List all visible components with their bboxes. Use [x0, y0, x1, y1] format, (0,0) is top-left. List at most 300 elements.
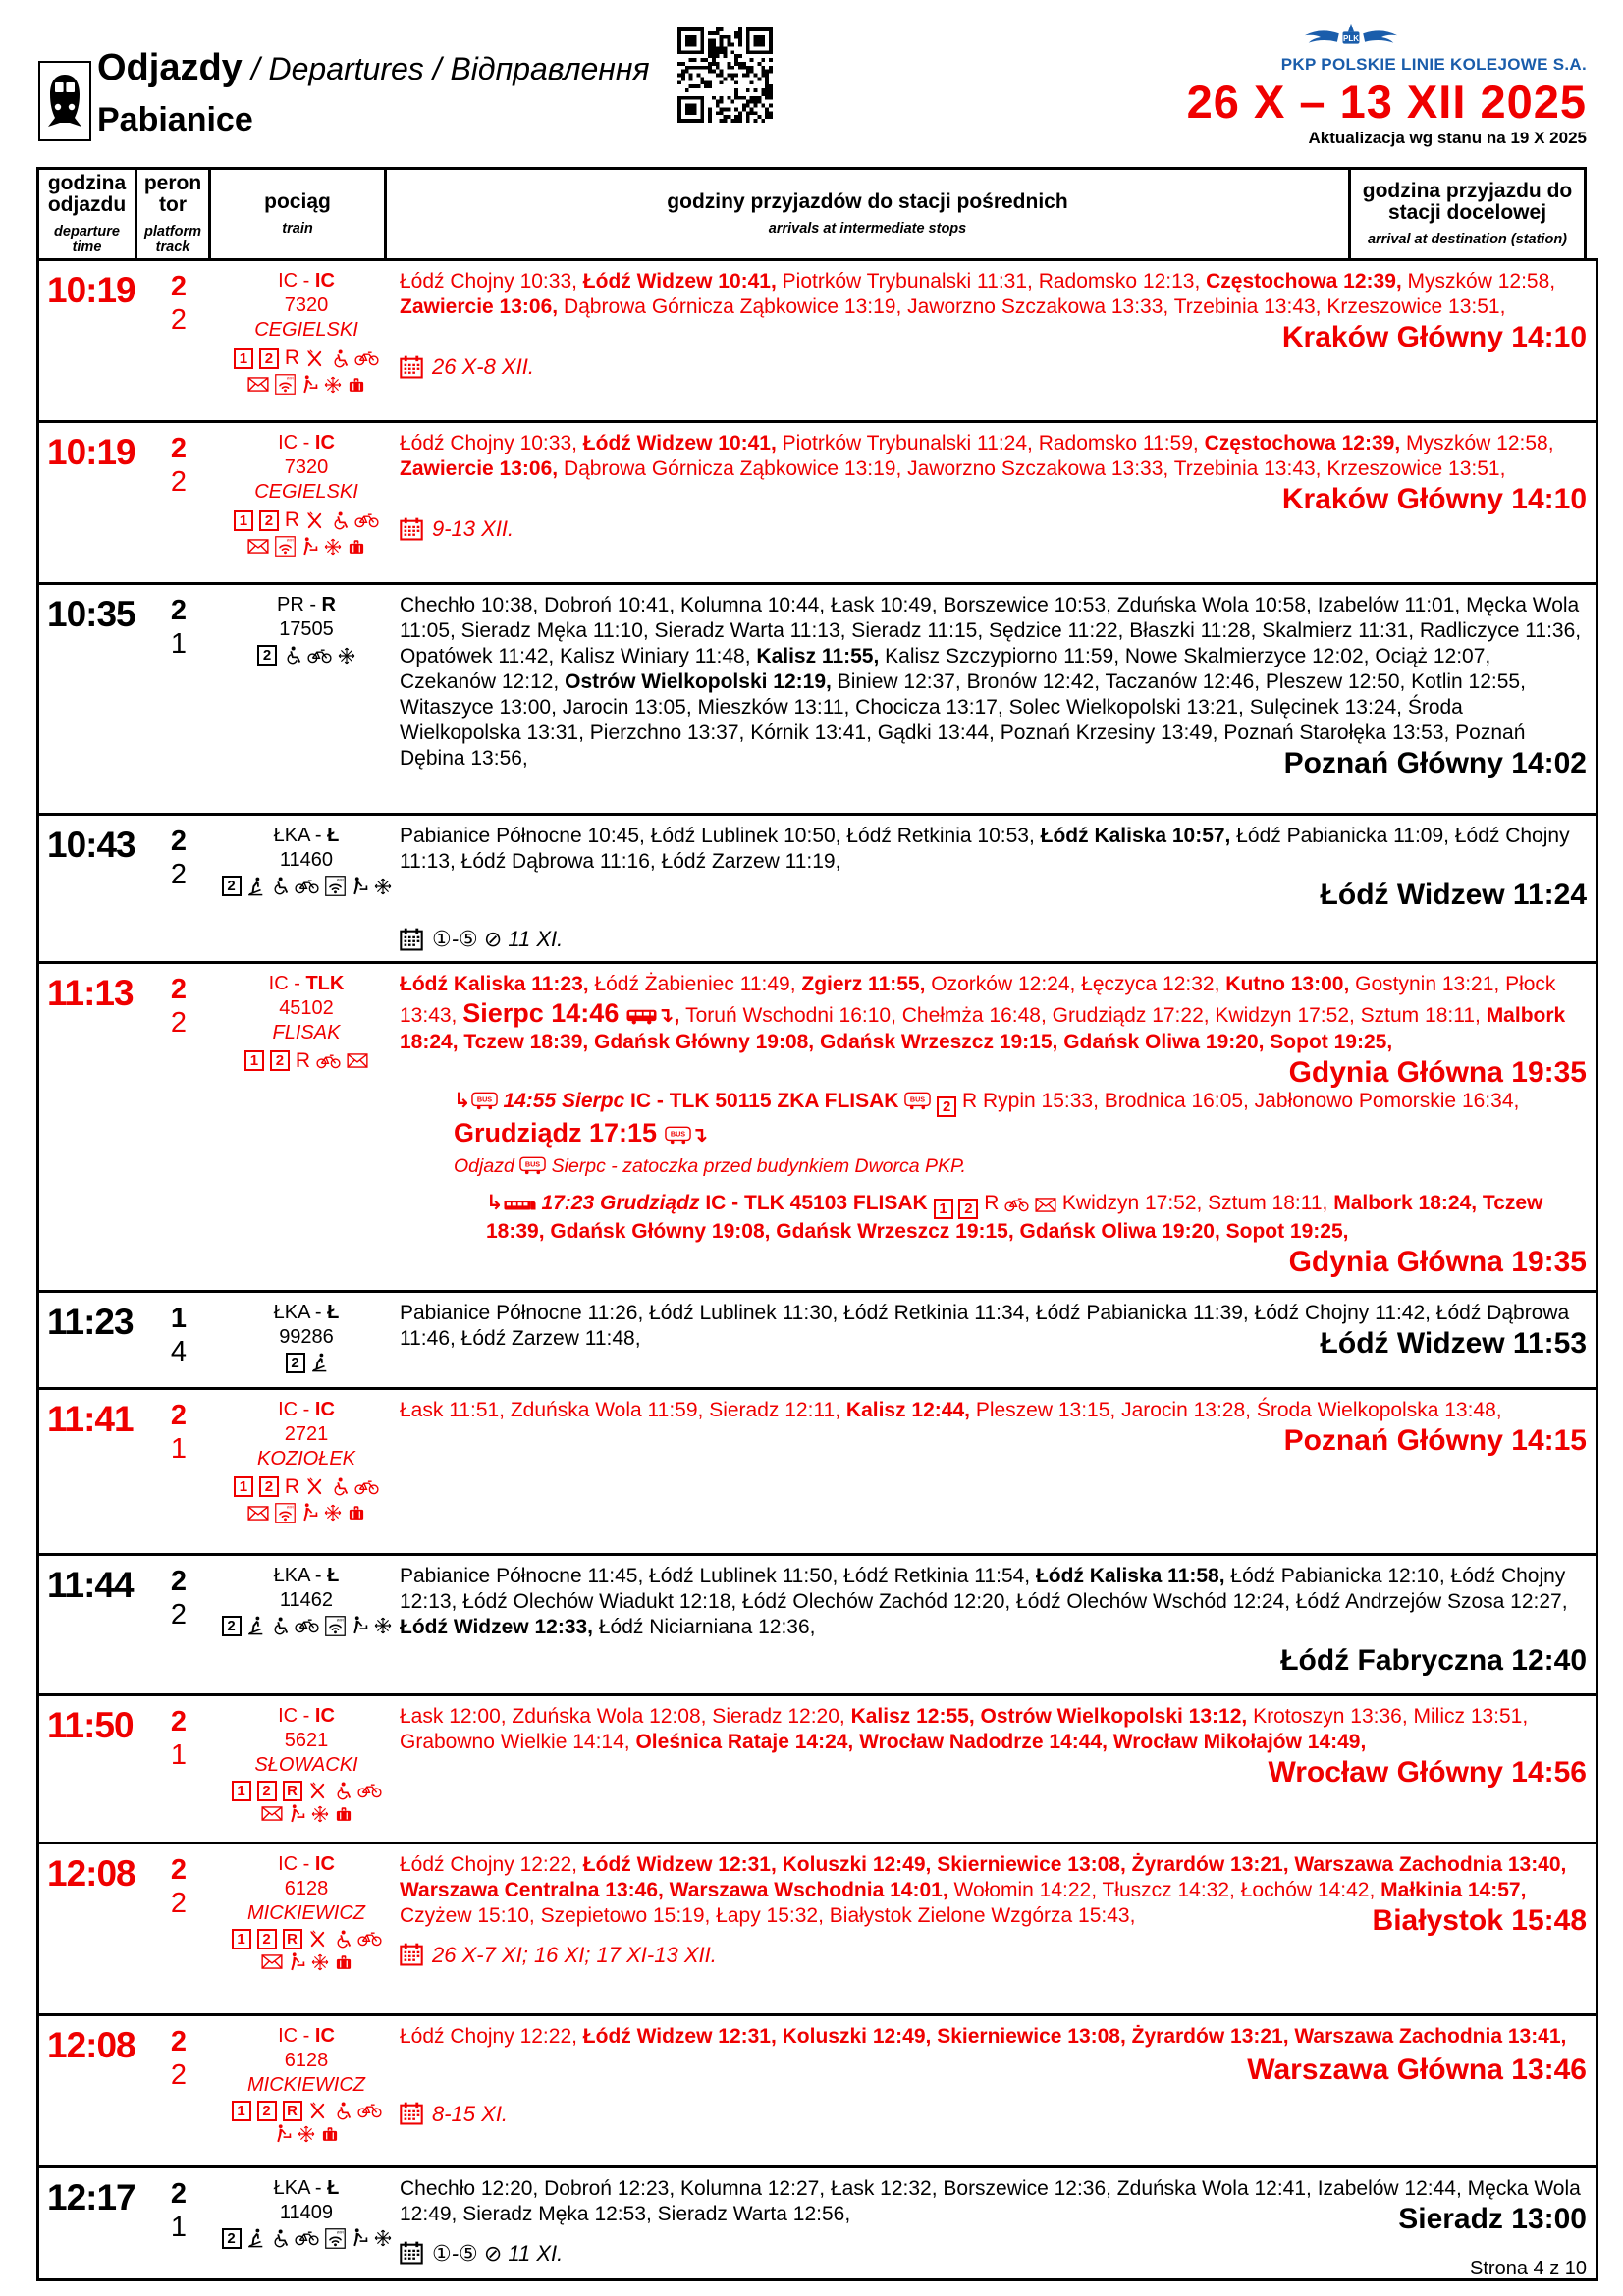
train-category: ŁKA - Ł: [273, 2176, 340, 2199]
class1-icon: 1: [232, 2101, 251, 2121]
class1-icon: 1: [244, 1050, 264, 1071]
svg-text:WiFi: WiFi: [336, 878, 344, 882]
baby-changing-icon: [289, 1952, 305, 1972]
platform-number: 2: [170, 1399, 188, 1431]
wheelchair-icon: [333, 1930, 352, 1949]
route-segment: Łódź Niciarniana 12:36,: [598, 1615, 816, 1638]
wifi-icon: [275, 536, 296, 557]
dining-icon: [308, 2102, 327, 2120]
mail-icon: [1035, 1198, 1056, 1212]
platform-track: [140, 423, 217, 582]
route-segment: ↳: [454, 1090, 471, 1113]
train-amenities: [221, 1616, 392, 1636]
train-number: 45102: [279, 996, 334, 1019]
route-segment: ↴: [690, 1124, 709, 1148]
track-number: 2: [170, 466, 188, 499]
bus-icon: [519, 1156, 546, 1175]
air-conditioning-icon: [298, 2125, 315, 2143]
route-cell: [396, 1844, 1596, 2013]
route-segment: Toruń Wschodni 16:10, Chełmża 16:48, Grudziądz 17:22, Kwidzyn 17:52, Sztum 18:11,: [685, 1003, 1487, 1027]
route-stops: [400, 431, 1587, 516]
departure-time: 11:41: [47, 1398, 134, 1439]
train-category: IC - IC: [278, 1704, 335, 1727]
connection-info: [486, 1191, 1587, 1278]
departure-time: 10:43: [47, 825, 135, 865]
route-segment: Dąbrowa Górnicza Ząbkowice 13:19, Jaworzno Szczakowa 13:33, Trzebinia 13:43, Krzeszowice 13:51,: [563, 457, 1506, 481]
platform-number: 2: [170, 595, 188, 626]
bus-solid-icon: [626, 1009, 657, 1025]
calendar-note: [400, 515, 1587, 542]
class1-icon: 1: [232, 1929, 251, 1949]
reservation-icon: R: [283, 1929, 302, 1949]
departure-time: 12:17: [47, 2176, 135, 2217]
route-stops: [400, 972, 1587, 1090]
route-segment: Łódź Widzew 10:41,: [582, 432, 783, 454]
route-cell: [396, 261, 1596, 420]
wheelchair-icon: [330, 349, 349, 368]
calendar-icon: [400, 2241, 423, 2265]
calendar-note: [400, 926, 1587, 952]
track-number: 2: [170, 1598, 188, 1630]
boarding-assistance-icon: [247, 2228, 264, 2248]
baby-changing-icon: [301, 1503, 318, 1522]
calendar-text: 26 X-7 XI; 16 XI; 17 XI-13 XII.: [432, 1942, 717, 1967]
calendar-note: [400, 2240, 1587, 2267]
departure-time: 11:44: [47, 1564, 134, 1605]
calendar-icon: [400, 1943, 423, 1966]
luggage-icon: [335, 1805, 352, 1823]
boarding-assistance-icon: [311, 1353, 328, 1372]
route-stops: [400, 593, 1587, 780]
route-segment: Łódź Widzew 12:33,: [400, 1615, 599, 1638]
bicycle-icon: [357, 1783, 382, 1798]
col-header-train: pociąg train: [208, 167, 387, 261]
train-number: 11460: [279, 849, 334, 871]
route-segment: Zawiercie 13:06,: [400, 295, 564, 319]
route-segment: Kutno 13:00,: [1225, 972, 1356, 995]
route-stops: [400, 824, 1587, 875]
destination: Sieradz 13:00: [1398, 2202, 1587, 2235]
mail-icon: [347, 1053, 368, 1068]
route-segment: R Rypin 15:33, Brodnica 16:05, Jabłonowo Pomorskie 16:34,: [956, 1090, 1520, 1113]
timetable-row: [36, 961, 1598, 1293]
svg-text:PLK: PLK: [1343, 33, 1359, 43]
class2-icon: 2: [222, 876, 242, 896]
dining-icon: [305, 349, 324, 368]
train-info: [217, 1696, 396, 1842]
dining-icon: [308, 1930, 327, 1949]
route-segment: Łódź Kaliska 10:57,: [1040, 825, 1237, 847]
luggage-icon: [335, 1953, 352, 1971]
platform-track: [140, 816, 217, 961]
calendar-note: [400, 2101, 1587, 2127]
destination: Kraków Główny 14:10: [1281, 483, 1587, 516]
train-icon: [45, 71, 84, 132]
train-category: IC - IC: [278, 1852, 335, 1875]
platform-number: 2: [170, 433, 188, 464]
class2-icon: 2: [937, 1096, 956, 1117]
class2-icon: 2: [270, 1050, 290, 1071]
wheelchair-icon: [330, 1477, 349, 1496]
route-segment: Grudziądz 17:15: [454, 1118, 665, 1148]
qr-code: [677, 27, 773, 123]
baby-changing-icon: [275, 2124, 292, 2144]
class1-icon: 1: [234, 1476, 253, 1497]
route-cell: [396, 423, 1596, 582]
class2-icon: 2: [257, 1781, 277, 1801]
bus-icon: [904, 1092, 931, 1110]
train-category: ŁKA - Ł: [273, 1564, 340, 1586]
operator-name: PKP POLSKIE LINIE KOLEJOWE S.A.: [1280, 55, 1587, 74]
train-category: IC - IC: [278, 270, 335, 292]
train-amenities: [221, 1353, 392, 1373]
platform-track: [140, 2168, 217, 2278]
wifi-icon: [275, 1503, 296, 1523]
route-segment: Łódź Widzew 12:31, Koluszki 12:49, Skierniewice 13:08, Żyrardów 13:21, Warszawa Zachodnia 13:41,: [582, 2024, 1567, 2048]
departure-time: 10:19: [47, 270, 135, 310]
wheelchair-icon: [270, 1617, 289, 1635]
air-conditioning-icon: [324, 538, 342, 556]
validity-period: 26 X – 13 XII 2025: [1186, 76, 1587, 128]
route-segment: Łódź Kaliska 11:58,: [1035, 1564, 1231, 1587]
col-header-platform: peron tor platform track: [135, 167, 211, 261]
platform-number: 2: [170, 2025, 188, 2057]
timetable-row: [36, 1693, 1598, 1844]
air-conditioning-icon: [374, 2229, 392, 2247]
route-segment: Łódź Chojny 10:33,: [400, 270, 583, 293]
timetable-row: [36, 813, 1598, 964]
route-stops: [400, 1301, 1587, 1360]
platform-track: [140, 1556, 217, 1693]
luggage-icon: [348, 1504, 365, 1522]
baby-changing-icon: [301, 537, 318, 557]
svg-text:WiFi: WiFi: [286, 376, 294, 381]
train-name: CEGIELSKI: [254, 481, 358, 503]
track-number: 2: [170, 2058, 188, 2091]
route-segment: Pabianice Północne 11:45, Łódź Lublinek 11:50, Łódź Retkinia 11:54,: [400, 1564, 1036, 1587]
bicycle-icon: [1004, 1197, 1029, 1212]
bus-icon: [471, 1092, 498, 1110]
calendar-icon: [400, 517, 423, 541]
calendar-text: 26 X-8 XII.: [432, 354, 534, 380]
train-number: 11409: [279, 2201, 334, 2223]
route-segment: Łódź Chojny 10:33,: [400, 432, 583, 454]
train-number: 7320: [284, 294, 329, 316]
train-name: FLISAK: [272, 1021, 341, 1043]
route-cell: [396, 1293, 1596, 1387]
route-note: [454, 1154, 1587, 1178]
platform-number: 2: [170, 1565, 188, 1597]
timetable-row: [36, 2013, 1598, 2168]
train-name: KOZIOŁEK: [256, 1447, 356, 1469]
route-segment: Częstochowa 12:39,: [1204, 432, 1406, 454]
class1-icon: 1: [234, 510, 253, 531]
wheelchair-icon: [333, 1782, 352, 1800]
luggage-icon: [348, 538, 365, 556]
bicycle-icon: [295, 879, 319, 894]
departure-time: 11:23: [47, 1301, 134, 1342]
route-stops: [400, 1398, 1587, 1457]
train-amenities: [221, 2101, 392, 2144]
track-number: 1: [170, 628, 188, 661]
train-number: 6128: [284, 2049, 329, 2071]
route-segment: Częstochowa 12:39,: [1206, 270, 1408, 293]
train-number: 17505: [279, 618, 334, 640]
train-info: [217, 964, 396, 1290]
reservation-icon: R: [283, 1781, 302, 1801]
train-name: CEGIELSKI: [254, 319, 358, 341]
wifi-icon: [325, 2228, 346, 2249]
baby-changing-icon: [352, 2228, 368, 2248]
route-stops: [400, 269, 1587, 354]
train-amenities: [221, 645, 392, 666]
track-number: 4: [170, 1335, 188, 1367]
baby-changing-icon: [352, 1616, 368, 1635]
route-segment: IC - TLK 45103 FLISAK: [705, 1191, 934, 1214]
class1-icon: 1: [934, 1199, 953, 1219]
track-number: 2: [170, 859, 188, 891]
track-number: 2: [170, 1006, 188, 1039]
platform-track: [140, 1293, 217, 1387]
departure-time: 10:19: [47, 432, 135, 472]
timetable-row: [36, 2165, 1598, 2281]
dining-icon: [305, 1477, 324, 1496]
train-name: MICKIEWICZ: [247, 2073, 365, 2096]
platform-track: [140, 1390, 217, 1553]
bicycle-icon: [316, 1053, 341, 1069]
platform-track: [140, 964, 217, 1290]
train-name: SŁOWACKI: [254, 1753, 358, 1776]
wifi-icon: [325, 876, 346, 896]
timetable: [36, 167, 1598, 2281]
luggage-icon: [348, 376, 365, 394]
baby-changing-icon: [301, 375, 318, 395]
route-segment: Łódź Widzew 12:31, Koluszki 12:49, Skierniewice 13:08, Żyrardów 13:21, Warszawa Zachodnia 13:40, Warszawa Centralna 13:46, Warszawa Wschodnia 14:01,: [400, 1852, 1567, 1901]
route-segment: Krotoszyn 13:36, Milicz 13:51, Grabowno Wielkie 14:14,: [400, 1704, 1529, 1753]
destination: Kraków Główny 14:10: [1281, 321, 1587, 354]
bicycle-icon: [354, 350, 379, 366]
class2-icon: 2: [259, 510, 279, 531]
class2-icon: 2: [222, 1616, 242, 1636]
route-segment: Dąbrowa Górnicza Ząbkowice 13:19, Jaworzno Szczakowa 13:33, Trzebinia 13:43, Krzeszowice 13:51,: [563, 295, 1506, 319]
timetable-row: [36, 420, 1598, 585]
calendar-icon: [400, 928, 423, 951]
route-segment: Łask 12:00, Zduńska Wola 12:08, Sieradz 12:20,: [400, 1704, 851, 1728]
route-segment: Chechło 10:38, Dobroń 10:41, Kolumna 10:44, Łask 10:49, Borszewice 10:53, Zduńska Wola 10:58, Izabelów 11:01, Męcka Wola 11:05, Sieradz Męka 11:10, Sieradz Warta 11:13, Sieradz 11:15, Sędzice 11:22, Błaszki 11:28, Skalmierz 11:31, Radliczyce 11:36, Opatówek 11:42, Kalisz Winiary 11:48,: [400, 594, 1582, 668]
destination: Łódź Fabryczna 12:40: [1280, 1643, 1587, 1677]
wifi-icon: [325, 1616, 346, 1636]
calendar-text: ①-⑤ ⊘ 11 XI.: [432, 2240, 564, 2266]
route-stops: [400, 1852, 1587, 1937]
train-info: [217, 1390, 396, 1553]
svg-text:WiFi: WiFi: [286, 1505, 294, 1510]
dining-icon: [305, 511, 324, 530]
departure-time: 11:13: [47, 972, 134, 1013]
train-info: [217, 2016, 396, 2165]
route-stops: [400, 2176, 1587, 2235]
train-amenities: [221, 507, 392, 557]
timetable-row: [36, 1553, 1598, 1696]
calendar-icon: [400, 2102, 423, 2125]
mail-icon: [247, 377, 269, 392]
svg-text:WiFi: WiFi: [286, 538, 294, 543]
table-header: [36, 167, 1598, 261]
calendar-note: [400, 353, 1587, 380]
route-segment: Łódź Żabieniec 11:49,: [594, 972, 802, 995]
reservation-icon: R: [284, 347, 300, 369]
svg-text:BUS: BUS: [476, 1095, 492, 1104]
platform-number: 2: [170, 1705, 188, 1737]
svg-text:BUS: BUS: [910, 1095, 926, 1104]
route-stops: [400, 2024, 1587, 2050]
platform-track: [140, 1696, 217, 1842]
calendar-icon: [400, 355, 423, 379]
departure-time: 12:08: [47, 2024, 135, 2065]
train-info: [217, 1844, 396, 2013]
train-number: 99286: [279, 1325, 334, 1348]
class2-icon: 2: [259, 348, 279, 369]
route-segment: ↴,: [656, 1003, 686, 1027]
reservation-icon: R: [295, 1048, 311, 1072]
class2-icon: 2: [958, 1199, 978, 1219]
station-name: Pabianice: [97, 101, 253, 138]
route-segment: Pabianice Północne 11:26, Łódź Lublinek 11:30, Łódź Retkinia 11:34, Łódź Pabianicka 11:39, Łódź Chojny 11:42, Łódź Dąbrowa 11:46, Łódź Zarzew 11:48,: [400, 1301, 1570, 1350]
platform-track: [140, 585, 217, 813]
route-cell: [396, 964, 1596, 1290]
route-segment: Chechło 12:20, Dobroń 12:23, Kolumna 12:27, Łask 12:32, Borszewice 12:36, Zduńska Wola 12:41, Izabelów 12:44, Męcka Wola 12:49, Sieradz Męka 12:53, Sieradz Warta 12:56,: [400, 2176, 1581, 2225]
mail-icon: [261, 1806, 283, 1821]
baby-changing-icon: [289, 1804, 305, 1824]
route-segment: Wołomin 14:22, Tłuszcz 14:32, Łochów 14:42,: [953, 1878, 1381, 1901]
train-info: [217, 2168, 396, 2278]
route-segment: Kwidzyn 17:52, Sztum 18:11,: [1056, 1191, 1334, 1214]
route-segment: Kalisz 12:44,: [845, 1398, 976, 1421]
route-segment: Malbork 18:24, Tczew 18:39, Gdańsk Główny 19:08, Gdańsk Wrzeszcz 19:15, Gdańsk Oliwa 19:20, Sopot 19:25,: [486, 1191, 1543, 1243]
route-segment: Łask 11:51, Zduńska Wola 11:59, Sieradz 12:11,: [400, 1398, 846, 1421]
route-stops: [400, 1704, 1587, 1789]
svg-text:WiFi: WiFi: [336, 1618, 344, 1623]
air-conditioning-icon: [311, 1953, 329, 1971]
route-segment: Piotrków Trybunalski 11:31, Radomsko 12:13,: [782, 270, 1207, 293]
train-logo: [38, 61, 91, 141]
destination: Gdynia Główna 19:35: [1288, 1056, 1587, 1090]
route-segment: Pleszew 13:15, Jarocin 13:28, Środa Wielkopolska 13:48,: [975, 1398, 1502, 1421]
col-header-intermediate: godziny przyjazdów do stacji pośrednich arrivals at intermediate stops: [384, 167, 1351, 261]
air-conditioning-icon: [324, 376, 342, 394]
calendar-text: 9-13 XII.: [432, 516, 514, 542]
calendar-text: 8-15 XI.: [432, 2101, 509, 2126]
class1-icon: 1: [232, 1781, 251, 1801]
wheelchair-icon: [333, 2102, 352, 2120]
train-amenities: [221, 876, 392, 896]
route-segment: Gostynin 13:21, Płock 13:43,: [400, 972, 1556, 1027]
bicycle-icon: [357, 1931, 382, 1947]
class2-icon: 2: [257, 1929, 277, 1949]
route-segment: 14:55 Sierpc: [503, 1090, 631, 1113]
route-segment: Odjazd: [454, 1154, 520, 1177]
platform-number: 2: [170, 973, 188, 1005]
train-amenities: [221, 346, 392, 395]
route-segment: Myszków 12:58,: [1405, 432, 1554, 454]
destination: Łódź Widzew 11:24: [1320, 879, 1587, 912]
route-segment: IC - TLK 50115 ZKA FLISAK: [630, 1090, 905, 1113]
destination: Białystok 15:48: [1372, 1903, 1587, 1937]
platform-number: 2: [170, 2177, 188, 2210]
col-header-departure: godzina odjazdu departure time: [36, 167, 137, 261]
route-segment: Myszków 12:58,: [1407, 270, 1556, 293]
platform-track: [140, 261, 217, 420]
timetable-row: [36, 582, 1598, 816]
route-segment: Kalisz 12:55, Ostrów Wielkopolski 13:12,: [850, 1704, 1254, 1728]
air-conditioning-icon: [338, 647, 355, 665]
route-segment: 17:23 Grudziądz: [541, 1191, 706, 1214]
route-segment: Zawiercie 13:06,: [400, 457, 564, 481]
route-segment: Ozorków 12:24, Łęczyca 12:32,: [931, 972, 1226, 995]
route-cell: [396, 1556, 1596, 1693]
reservation-icon: R: [284, 1474, 300, 1498]
train-replacement-icon: [504, 1200, 536, 1212]
page-title: Odjazdy / Departures / Відправлення: [97, 47, 650, 88]
timetable-row: [36, 1290, 1598, 1390]
bicycle-icon: [295, 1618, 319, 1633]
class2-icon: 2: [286, 1353, 305, 1373]
train-info: [217, 1556, 396, 1693]
train-category: ŁKA - Ł: [273, 1301, 340, 1323]
destination: Gdynia Główna 19:35: [1288, 1245, 1587, 1278]
wheelchair-icon: [330, 511, 349, 530]
class2-icon: 2: [222, 2228, 242, 2249]
route-cell: [396, 2016, 1596, 2165]
train-info: [217, 1293, 396, 1387]
timetable-row: [36, 1387, 1598, 1556]
calendar-text: ①-⑤ ⊘ 11 XI.: [432, 927, 564, 952]
route-segment: Sierpc - zatoczka przed budynkiem Dworca PKP.: [546, 1154, 966, 1177]
timetable-row: [36, 258, 1598, 423]
air-conditioning-icon: [324, 1504, 342, 1522]
route-segment: Małkinia 14:57,: [1380, 1878, 1527, 1901]
class2-icon: 2: [257, 2101, 277, 2121]
route-segment: Łódź Pabianicka 12:10, Łódź Chojny 12:13, Łódź Olechów Wiadukt 12:18, Łódź Olechów Zachód 12:20, Łódź Olechów Wschód 12:24, Łódź Andrzejów Szosa 12:27,: [400, 1564, 1568, 1613]
route-segment: Pabianice Północne 10:45, Łódź Lublinek 10:50, Łódź Retkinia 10:53,: [400, 825, 1041, 847]
timetable-rows: [36, 258, 1598, 2281]
update-note: Aktualizacja wg stanu na 19 X 2025: [1308, 128, 1587, 147]
platform-track: [140, 1844, 217, 2013]
platform-number: 2: [170, 826, 188, 857]
route-cell: [396, 2168, 1596, 2278]
class1-icon: 1: [234, 348, 253, 369]
departure-time: 10:35: [47, 594, 135, 634]
mail-icon: [247, 539, 269, 554]
route-segment: Czyżew 15:10, Szepietowo 15:19, Łapy 15:32, Białystok Zielone Wzgórza 15:43,: [400, 1903, 1136, 1927]
bicycle-icon: [295, 2230, 319, 2246]
destination: Warszawa Główna 13:46: [1247, 2053, 1587, 2086]
train-category: IC - IC: [278, 2024, 335, 2047]
boarding-assistance-icon: [247, 877, 264, 896]
train-info: [217, 423, 396, 582]
train-category: IC - IC: [278, 1398, 335, 1420]
route-cell: [396, 816, 1596, 961]
train-amenities: [221, 2228, 392, 2249]
route-segment: Łódź Widzew 10:41,: [582, 270, 783, 293]
route-segment: ↳: [486, 1191, 504, 1214]
wheelchair-icon: [270, 2229, 289, 2248]
dining-icon: [308, 1782, 327, 1800]
route-segment: Łódź Pabianicka 11:09, Łódź Chojny 11:13, Łódź Dąbrowa 11:16, Łódź Zarzew 11:19,: [400, 825, 1570, 874]
wheelchair-icon: [283, 646, 301, 665]
route-segment: Ostrów Wielkopolski 12:19,: [565, 670, 838, 694]
train-name: MICKIEWICZ: [247, 1901, 365, 1924]
destination: Wrocław Główny 14:56: [1268, 1755, 1587, 1789]
